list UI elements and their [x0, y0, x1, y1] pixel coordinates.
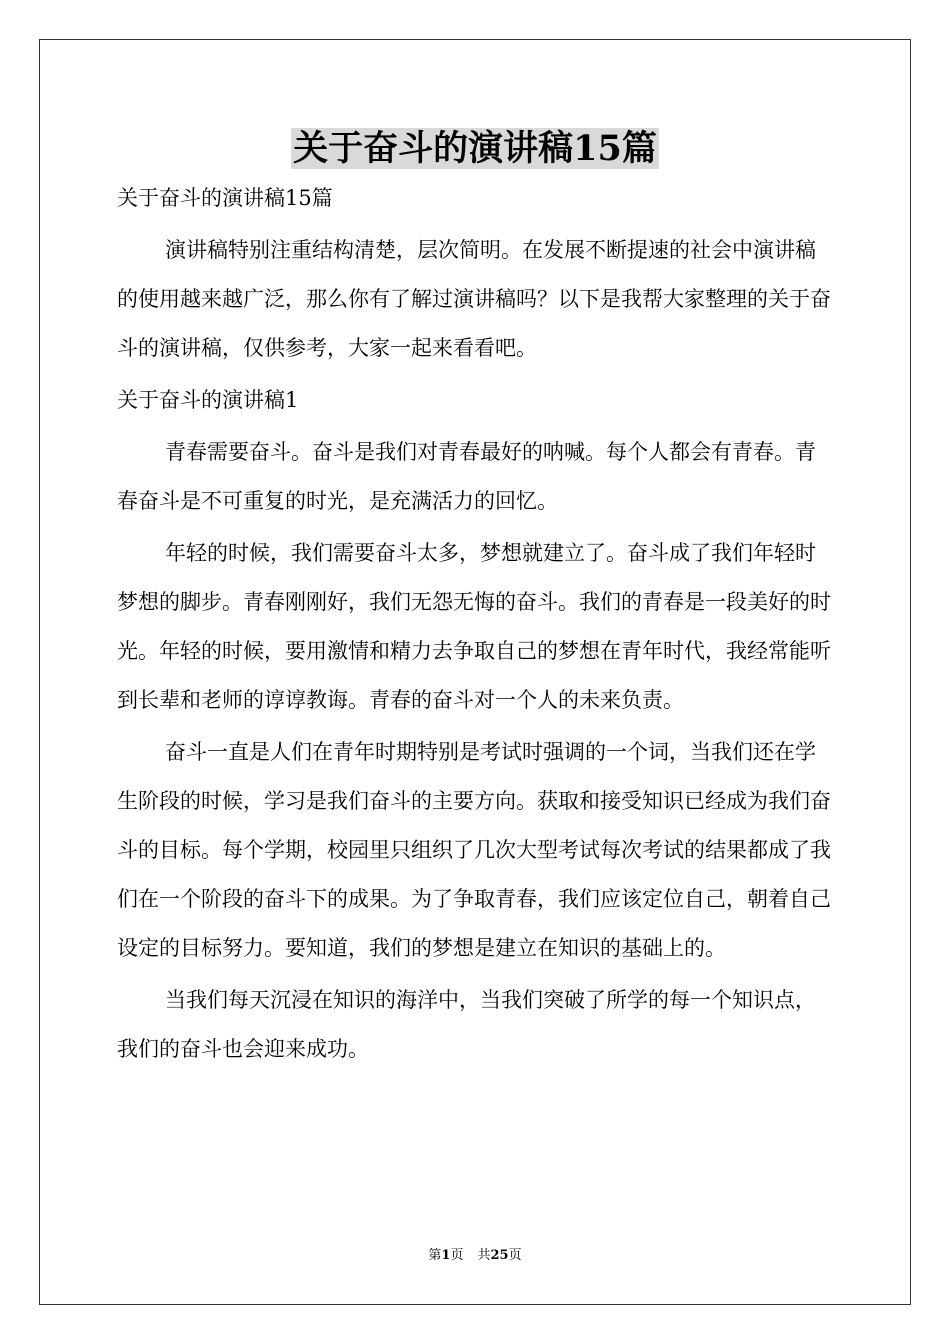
document-title-text: 关于奋斗的演讲稿15篇 [293, 128, 657, 169]
document-body [117, 174, 833, 1074]
page-suffix: 页 [450, 1248, 464, 1263]
section-heading-1: 关于奋斗的演讲稿1 [117, 388, 299, 412]
body-paragraph: 当我们每天沉浸在知识的海洋中，当我们突破了所学的每一个知识点，我们的奋斗也会迎来成功。 [117, 988, 816, 1061]
page-prefix: 第 [428, 1248, 442, 1263]
body-paragraph: 奋斗一直是人们在青年时期特别是考试时强调的一个词，当我们还在学生阶段的时候，学习是我们奋斗的主要方向。获取和接受知识已经成为我们奋斗的目标。每个学期，校园里只组织了几次大型考试每次考试的结果都成了我们在一个阶段的奋斗下的成果。为了争取青春，我们应该定位自己，朝着自己设定的目标努力。要知道，我们的梦想是建立在知识的基础上的。 [117, 740, 831, 960]
subtitle-heading: 关于奋斗的演讲稿15篇 [117, 186, 333, 210]
body-paragraph: 年轻的时候，我们需要奋斗太多，梦想就建立了。奋斗成了我们年轻时梦想的脚步。青春刚刚好，我们无怨无悔的奋斗。我们的青春是一段美好的时光。年轻的时候，要用激情和精力去争取自己的梦想在青年时代，我经常能听到长辈和老师的谆谆教诲。青春的奋斗对一个人的未来负责。 [117, 541, 831, 712]
page-footer [0, 1246, 950, 1266]
body-paragraph: 青春需要奋斗。奋斗是我们对青春最好的呐喊。每个人都会有青春。青春奋斗是不可重复的时光，是充满活力的回忆。 [117, 440, 816, 513]
total-pages: 25 [490, 1248, 509, 1263]
intro-paragraph: 演讲稿特别注重结构清楚，层次简明。在发展不断提速的社会中演讲稿的使用越来越广泛，那么你有了解过演讲稿吗？以下是我帮大家整理的关于奋斗的演讲稿，仅供参考，大家一起来看看吧。 [117, 238, 831, 360]
total-prefix: 共 [477, 1248, 491, 1263]
document-title [0, 124, 950, 174]
page-number: 1 [441, 1248, 451, 1263]
total-suffix: 页 [508, 1248, 522, 1263]
